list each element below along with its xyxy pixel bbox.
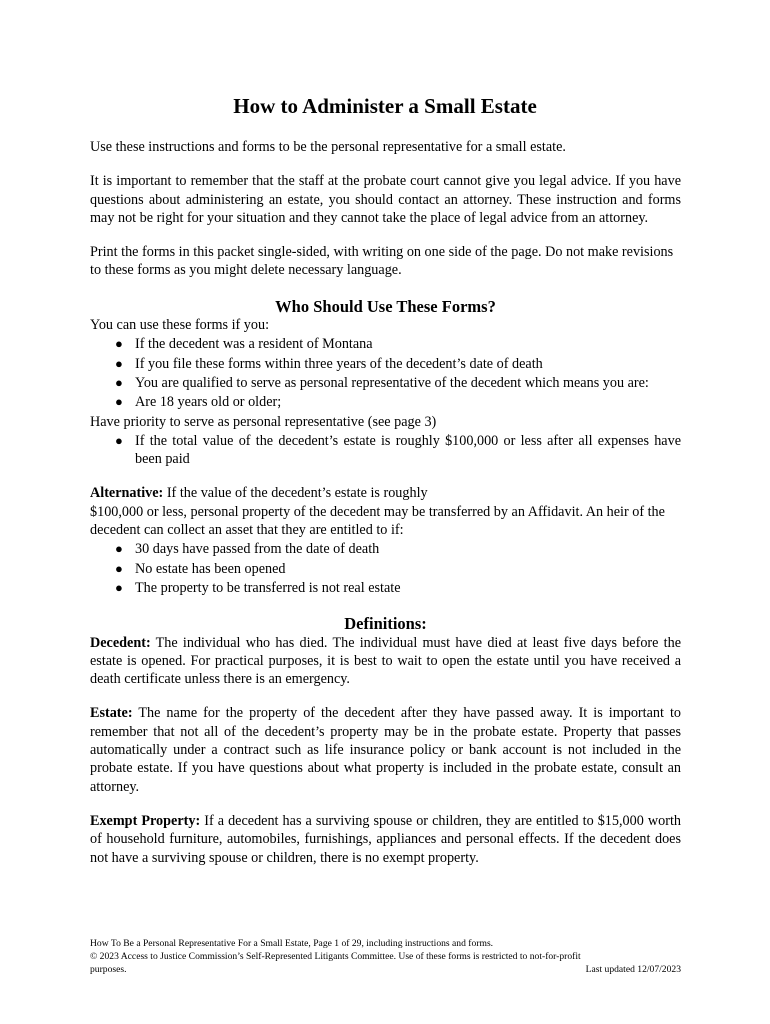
definitions-heading: Definitions: — [344, 614, 427, 634]
print-note-paragraph: Print the forms in this packet single-sided, with writing on one side of the page. Do not make revisions to these forms as you might delete necessary language. — [90, 244, 674, 279]
legal-advice-paragraph: It is important to remember that the staff at the probate court cannot give you legal advice. If you have questions about administering an estate, you should contact an attorney. These instruction and forms may not be right for your situation and they cannot take the place of legal advice from an attorney. — [90, 173, 681, 226]
bullet-icon: ● — [115, 560, 123, 576]
definition-decedent: Decedent: The individual who has died. The individual must have died at least five days before the estate is opened. For practical purposes, it is best to wait to open the estate until you have received a death certificate unless there is an emergency. — [90, 634, 681, 688]
who-heading: Who Should Use These Forms? — [275, 296, 496, 316]
alternative-paragraph: Alternative: If the value of the decedent’s estate is roughly $100,000 or less, personal property of the decedent may be transferred by an Affidavit. An heir of the decedent can collect an asset that they are entitled to if: — [90, 485, 665, 539]
list-item: ● No estate has been opened — [115, 560, 286, 577]
list-item: ● Are 18 years old or older; — [115, 394, 282, 411]
list-item: ● 30 days have passed from the date of death — [115, 541, 380, 558]
who-lead: You can use these forms if you: — [90, 317, 270, 334]
document-body — [90, 138, 681, 867]
list-item: ● If the decedent was a resident of Montana — [115, 336, 373, 353]
list-item: ● You are qualified to serve as personal representative of the decedent which means you are: — [115, 374, 649, 391]
list-item: ● The property to be transferred is not real estate — [115, 579, 401, 596]
bullet-icon: ● — [115, 432, 123, 448]
bullet-icon: ● — [115, 336, 123, 352]
alternative-label: Alternative: — [90, 485, 164, 502]
bullet-icon: ● — [115, 541, 123, 557]
footer-purposes: purposes. — [90, 964, 127, 975]
definition-estate: Estate: The name for the property of the decedent after they have passed away. It is important to remember that not all of the decedent’s property may be in the probate estate. Property that passes automatically under a contract such as life insurance policy or bank account is not included in the probate estate. If you have questions about what property is included in the probate estate, consult an attorney. — [90, 705, 681, 795]
bullet-icon: ● — [115, 374, 123, 390]
bullet-icon: ● — [115, 579, 123, 595]
eligibility-list-2 — [90, 432, 681, 469]
affidavit-conditions-list — [90, 540, 681, 597]
definition-exempt-property: Exempt Property: If a decedent has a surviving spouse or children, they are entitled to $15,000 worth of household furniture, automobiles, furnishings, appliances and personal effects. If the decedent does not have a surviving spouse or children, there is no exempt property. — [90, 812, 681, 866]
bullet-icon: ● — [115, 355, 123, 371]
footer-last-updated: Last updated 12/07/2023 — [585, 964, 681, 975]
footer-last-row — [90, 963, 681, 976]
page-title: How to Administer a Small Estate — [233, 94, 537, 118]
priority-line: Have priority to serve as personal representative (see page 3) — [90, 413, 437, 430]
list-item: ● If the total value of the decedent’s estate is roughly $100,000 or less after all expenses have been paid — [115, 432, 681, 468]
intro-paragraph: Use these instructions and forms to be the personal representative for a small estate. — [90, 139, 566, 155]
footer-page-info: How To Be a Personal Representative For a Small Estate, Page 1 of 29, including instructions and forms. — [90, 938, 494, 949]
eligibility-list — [90, 335, 681, 411]
footer-copyright: © 2023 Access to Justice Commission’s Self-Represented Litigants Committee. Use of these forms is restricted to not-for-profit — [90, 951, 581, 962]
page-footer — [90, 937, 681, 976]
bullet-icon: ● — [115, 394, 123, 410]
list-item: ● If you file these forms within three years of the decedent’s date of death — [115, 355, 543, 372]
